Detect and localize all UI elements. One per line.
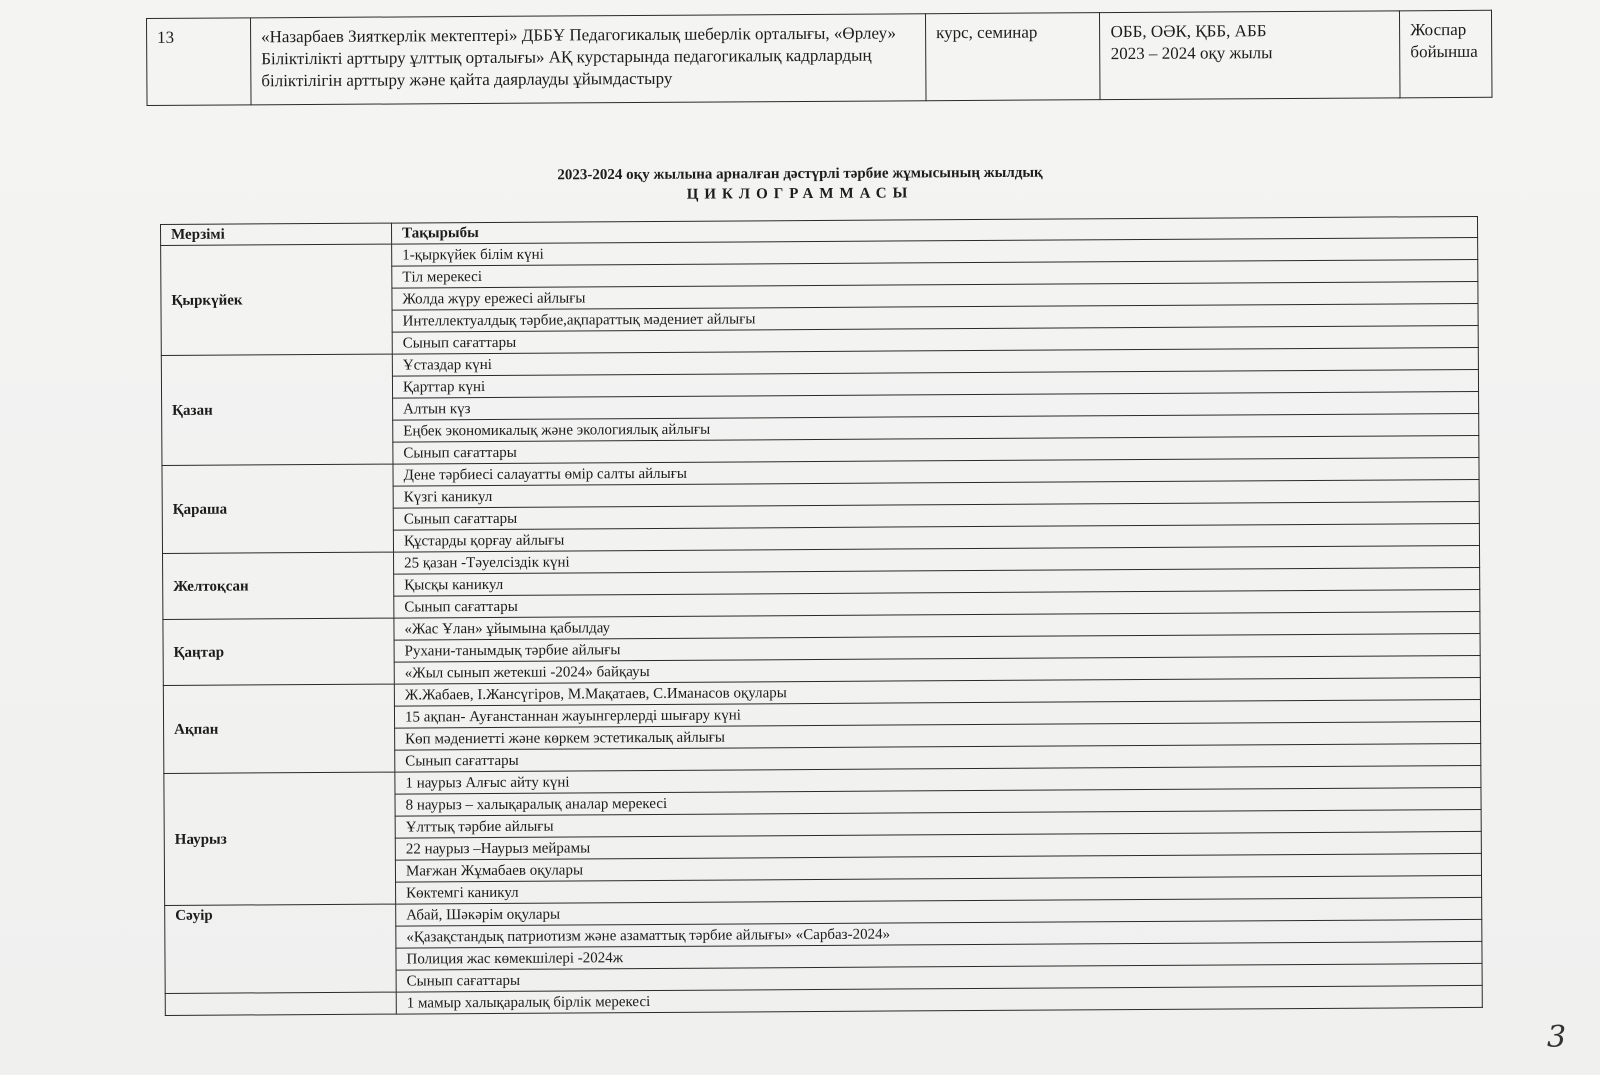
topic-cell: 25 қазан -Тәуелсіздік күні	[394, 545, 1480, 574]
topic-cell: Күзгі каникул	[393, 479, 1479, 508]
month-cell: Ақпан	[163, 684, 395, 773]
page-subtitle: ЦИКЛОГРАММАСЫ	[686, 185, 914, 203]
topic-cell: 22 наурыз –Наурыз мейрамы	[395, 831, 1481, 860]
month-cell: Желтоқсан	[163, 552, 394, 619]
topic-cell: 1 мамыр халықаралық бірлік мерекесі	[396, 985, 1482, 1014]
topic-cell: Ж.Жабаев, І.Жансүгіров, М.Мақатаев, С.Иманасов оқулары	[394, 677, 1480, 706]
topic-cell: Сынып сағаттары	[392, 325, 1478, 354]
topic-cell: Ұстаздар күні	[392, 347, 1478, 376]
topic-cell: Қысқы каникул	[394, 567, 1480, 596]
row-number: 13	[147, 18, 251, 106]
month-cell	[165, 992, 396, 1015]
topic-cell: Құстарды қорғау айлығы	[393, 523, 1479, 552]
month-cell: Қыркүйек	[161, 244, 393, 355]
topic-cell: Полиция жас көмекшілері -2024ж	[396, 941, 1482, 970]
topic-cell: Абай, Шәкәрім оқулары	[396, 897, 1482, 926]
topic-cell: Тіл мерекесі	[392, 259, 1478, 288]
month-cell: Наурыз	[164, 772, 396, 905]
page-title: 2023-2024 оқу жылына арналған дәстүрлі тәрбие жұмысының жылдық	[557, 164, 1043, 184]
topic-cell: «Жыл сынып жетекші -2024» байқауы	[394, 655, 1480, 684]
topic-cell: Көктемгі каникул	[396, 875, 1482, 904]
month-cell: Қазан	[161, 354, 393, 465]
topic-cell: Сынып сағаттары	[395, 743, 1481, 772]
row-organization: «Назарбаев Зияткерлік мектептері» ДББҰ Педагогикалық шеберлік орталығы, «Өрлеу» Біліктілікті арттыру ұлттық орталығы» АҚ курстарында педагогикалық кадрлардың біліктілігін арттыру және қайта даярлауды ұйымдастыру	[250, 14, 926, 105]
row-form: курс, семинар	[925, 13, 1100, 101]
topic-cell: Сынып сағаттары	[393, 435, 1479, 464]
topic-cell: Дене тәрбиесі салауатты өмір салты айлығы	[393, 457, 1479, 486]
month-cell: Сәуір	[165, 904, 397, 993]
topic-cell: 8 наурыз – халықаралық аналар мерекесі	[395, 787, 1481, 816]
month-cell: Қаңтар	[163, 618, 394, 685]
row-timing: Жоспар бойынша	[1400, 10, 1492, 98]
topic-cell: Сынып сағаттары	[394, 589, 1480, 618]
topic-cell: Көп мәдениетті және көркем эстетикалық айлығы	[395, 721, 1481, 750]
topic-cell: Қарттар күні	[392, 369, 1478, 398]
responsible-line-1: ОББ, ОӘК, ҚББ, АББ	[1110, 21, 1267, 42]
row-responsible	[1100, 11, 1400, 100]
topic-cell: «Қазақстандық патриотизм және азаматтық тәрбие айлығы» «Сарбаз-2024»	[396, 919, 1482, 948]
topic-cell: Сынып сағаттары	[396, 963, 1482, 992]
topic-cell: Сынып сағаттары	[393, 501, 1479, 530]
table-body	[161, 237, 1483, 1015]
topic-cell: Алтын күз	[393, 391, 1479, 420]
top-table-row	[146, 10, 1493, 106]
header-term: Мерзімі	[161, 223, 392, 245]
topic-cell: Жолда жүру ережесі айлығы	[392, 281, 1478, 310]
header-topic: Тақырыбы	[391, 216, 1477, 244]
cyclogram-table	[160, 216, 1483, 1016]
topic-cell: Мағжан Жұмабаев оқулары	[395, 853, 1481, 882]
topic-cell: 1 наурыз Алғыс айту күні	[395, 765, 1481, 794]
table-row	[147, 10, 1493, 105]
topic-cell: Еңбек экономикалық және экологиялық айлығы	[393, 413, 1479, 442]
page-number: 3	[1547, 1020, 1567, 1055]
month-cell: Қараша	[162, 464, 394, 553]
topic-cell: 1-қыркүйек білім күні	[392, 237, 1478, 266]
topic-cell: 15 ақпан- Ауғанстаннан жауынгерлерді шығару күні	[394, 699, 1480, 728]
topic-cell: «Жас Ұлан» ұйымына қабылдау	[394, 611, 1480, 640]
topic-cell: Интеллектуалдық тәрбие,ақпараттық мәдениет айлығы	[392, 303, 1478, 332]
responsible-line-2: 2023 – 2024 оқу жылы	[1110, 43, 1273, 64]
topic-cell: Ұлттық тәрбие айлығы	[395, 809, 1481, 838]
topic-cell: Рухани-танымдық тәрбие айлығы	[394, 633, 1480, 662]
